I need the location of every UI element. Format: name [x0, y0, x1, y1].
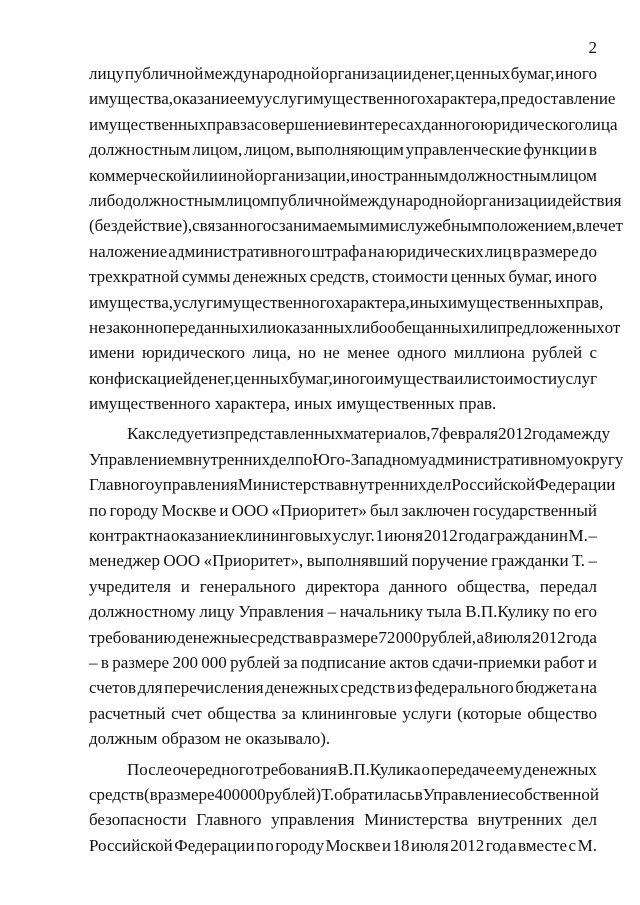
text-line: наложение административного штрафа на юридических лиц в размере до [89, 241, 597, 261]
text-line: безопасности Главного управления Министерства внутренних дел [89, 810, 597, 830]
text-line: лицу публичной международной организации денег, ценных бумаг, иного [89, 64, 597, 83]
text-line: требованию денежные средства в размере 72 000 рублей, а 8 июля 2012 года [89, 627, 597, 647]
text-line: либо должностным лицом публичной международной организации действия [89, 190, 622, 210]
text-line: должностным лицом, лицом, выполняющим управленческие функции в [89, 140, 597, 160]
text-line: имущественного характера, иных имущественных прав. [89, 394, 497, 414]
text-line: контракт на оказание клининговых услуг. 1 июня 2012 года гражданин М. – [89, 526, 597, 546]
text-line: счетов для перечисления денежных средств из федерального бюджета на [89, 678, 597, 698]
text-line: После очередного требования В.П.Кулика о передаче ему денежных [127, 759, 597, 779]
text-line: коммерческой или иной организации, иностранным должностным лицом [89, 165, 597, 185]
text-line: учредителя и генерального директора данного общества, передал [89, 576, 597, 596]
text-line: имущественных прав за совершение в интересах данного юридического лица [89, 114, 618, 134]
document-body [89, 61, 624, 858]
text-line: Управлением внутренних дел по Юго-Западному административному округу [89, 449, 624, 469]
text-line: Российской Федерации по городу Москве и 18 июля 2012 года вместе с М. [89, 835, 597, 855]
text-line: менеджер ООО «Приоритет», выполнявший поручение гражданки Т. – [89, 551, 597, 571]
text-line: имени юридического лица, но не менее одного миллиона рублей с [89, 343, 597, 363]
text-line: конфискацией денег, ценных бумаг, иного имущества или стоимости услуг [89, 368, 598, 388]
text-line: должным образом не оказывало). [89, 729, 331, 749]
text-line: расчетный счет общества за клининговые услуги (которые общество [89, 703, 597, 723]
text-line: незаконно переданных или оказанных либо обещанных или предложенных от [89, 317, 621, 337]
text-line: имущества, услуг имущественного характера, иных имущественных прав, [89, 292, 604, 312]
text-line: должностному лицу Управления – начальнику тыла В.П.Кулику по его [89, 602, 597, 622]
text-line: Как следует из представленных материалов, 7 февраля 2012 года между [127, 424, 611, 444]
text-line: имущества, оказание ему услуг имущественного характера, предоставление [89, 89, 616, 109]
page-number: 2 [588, 38, 597, 57]
text-line: по городу Москве и ООО «Приоритет» был заключен государственный [89, 500, 597, 520]
text-line: средств (в размере 400 000 рублей) Т. обратилась в Управление собственной [89, 784, 599, 804]
text-line: (бездействие), связанного с занимаемым ими служебным положением, влечет [89, 216, 623, 236]
text-line: – в размере 200 000 рублей за подписание актов сдачи-приемки работ и [89, 652, 597, 672]
text-line: Главного управления Министерства внутренних дел Российской Федерации [89, 475, 616, 495]
text-line: трехкратной суммы денежных средств, стоимости ценных бумаг, иного [89, 267, 597, 287]
